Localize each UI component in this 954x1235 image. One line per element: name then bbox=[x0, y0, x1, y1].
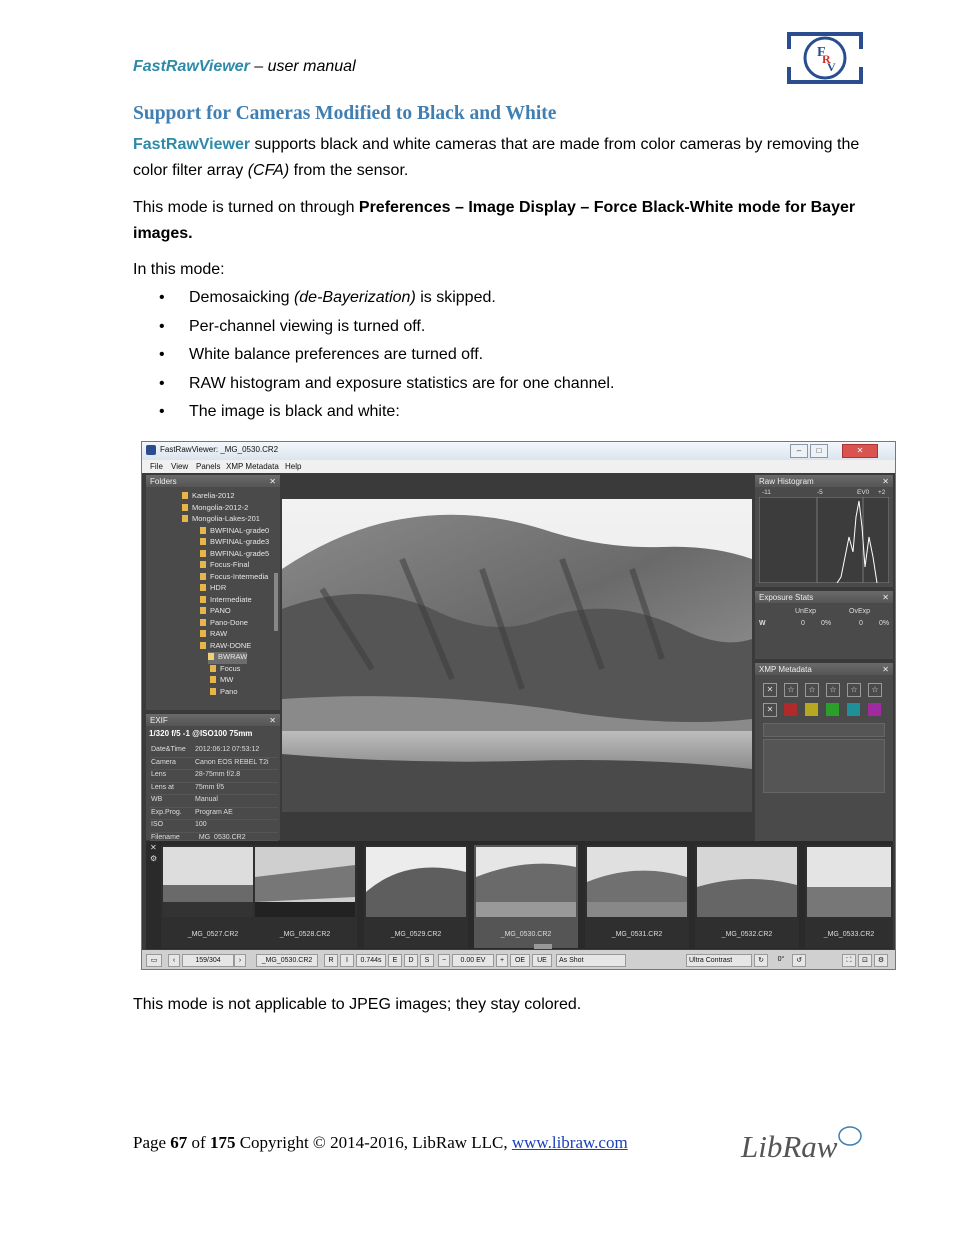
section-title: Support for Cameras Modified to Black and White bbox=[133, 103, 557, 124]
i-button[interactable]: I bbox=[340, 954, 354, 967]
mode-intro: In this mode: bbox=[133, 261, 225, 278]
folder-item[interactable]: BWFINAL-grade0 bbox=[200, 526, 269, 538]
folder-item[interactable]: HDR bbox=[200, 583, 226, 595]
xmp-description[interactable] bbox=[763, 739, 885, 793]
folders-header: Folders ✕ bbox=[146, 475, 280, 487]
ue-button[interactable]: UE bbox=[532, 954, 552, 967]
star-icon[interactable]: ☆ bbox=[826, 683, 840, 697]
ev-value[interactable]: 0.00 EV bbox=[452, 954, 494, 967]
hist-tick: -11 bbox=[762, 489, 771, 496]
thumbnail[interactable]: _MG_0531.CR2 bbox=[585, 845, 689, 948]
folder-open-icon[interactable]: ▭ bbox=[146, 954, 162, 967]
histogram-header: Raw Histogram ✕ bbox=[755, 475, 893, 487]
frame-counter[interactable]: 159/304 bbox=[182, 954, 234, 967]
star-icon[interactable]: ☆ bbox=[868, 683, 882, 697]
folder-item[interactable]: Focus-Final bbox=[200, 560, 249, 572]
svg-text:R: R bbox=[822, 52, 831, 66]
close-icon[interactable]: ✕ bbox=[150, 843, 157, 852]
star-icon[interactable]: ☆ bbox=[805, 683, 819, 697]
label-red-swatch[interactable] bbox=[784, 703, 797, 716]
folders-panel bbox=[146, 475, 280, 710]
label-yellow-swatch[interactable] bbox=[805, 703, 818, 716]
folder-item[interactable]: RAW-DONE bbox=[200, 641, 251, 653]
close-icon[interactable]: ✕ bbox=[882, 593, 889, 602]
close-icon[interactable]: ✕ bbox=[842, 444, 878, 458]
main-image bbox=[282, 499, 752, 812]
menu-xmp-metadata[interactable]: XMP Metadata bbox=[226, 462, 279, 471]
list-item: • RAW histogram and exposure statistics are for one channel. bbox=[159, 374, 615, 392]
running-header bbox=[133, 58, 356, 76]
exposure-header: Exposure Stats ✕ bbox=[755, 591, 893, 603]
star-icon[interactable]: ☆ bbox=[847, 683, 861, 697]
header-brand: FastRawViewer bbox=[133, 58, 250, 75]
app-screenshot bbox=[141, 441, 896, 970]
closing-paragraph: This mode is not applicable to JPEG images; they stay colored. bbox=[133, 996, 582, 1013]
folders-scrollbar[interactable] bbox=[274, 573, 278, 631]
r-button[interactable]: R bbox=[324, 954, 338, 967]
svg-text:F: F bbox=[817, 45, 826, 60]
libraw-logo-icon: LibRaw bbox=[741, 1129, 837, 1165]
exif-row: WB Manual bbox=[150, 794, 278, 808]
exif-row: Date&Time 2012:06:12 07:53:12 bbox=[150, 744, 278, 758]
xmp-header: XMP Metadata ✕ bbox=[755, 663, 893, 675]
menu-view[interactable]: View bbox=[171, 462, 189, 471]
fit-icon[interactable]: ⊡ bbox=[858, 954, 872, 967]
folder-item[interactable]: RAW bbox=[200, 629, 227, 641]
gear-icon[interactable]: ⚙ bbox=[150, 854, 158, 863]
thumbnail-selected[interactable]: _MG_0530.CR2 bbox=[474, 845, 578, 948]
xmp-field[interactable] bbox=[763, 723, 885, 737]
exif-row: Lens 28-75mm f/2.8 bbox=[150, 769, 278, 783]
wb-select[interactable]: As Shot bbox=[556, 954, 626, 967]
folder-item[interactable]: Intermediate bbox=[200, 595, 252, 607]
folder-item[interactable]: Pano-Done bbox=[200, 618, 248, 630]
prev-icon[interactable]: ‹ bbox=[168, 954, 180, 967]
plus-icon[interactable]: + bbox=[496, 954, 508, 967]
page-footer: Page 67 of 175 Copyright © 2014-2016, LibRaw LLC, www.libraw.com bbox=[133, 1133, 628, 1152]
close-icon[interactable]: ✕ bbox=[269, 477, 276, 486]
fullscreen-icon[interactable]: ⛶ bbox=[842, 954, 856, 967]
thumbnail[interactable]: _MG_0533.CR2 bbox=[805, 845, 893, 948]
thumbnail[interactable]: _MG_0527.CR2 bbox=[161, 845, 265, 948]
close-icon[interactable]: ✕ bbox=[269, 716, 276, 725]
hist-tick: -5 bbox=[817, 489, 823, 496]
exposure-col: OvExp bbox=[849, 608, 871, 615]
menu-file[interactable]: File bbox=[150, 462, 163, 471]
e-button[interactable]: E bbox=[388, 954, 402, 967]
menu-bar bbox=[142, 460, 895, 473]
menu-help[interactable]: Help bbox=[285, 462, 302, 471]
histogram-plot bbox=[759, 497, 889, 583]
exif-row: Camera Canon EOS REBEL T2i bbox=[150, 757, 278, 771]
folder-item-selected[interactable]: BWRAW bbox=[208, 652, 247, 664]
list-item: • White balance preferences are turned off. bbox=[159, 346, 484, 363]
star-icon[interactable]: ☆ bbox=[784, 683, 798, 697]
list-item: • The image is black and white: bbox=[159, 403, 400, 420]
folder-item[interactable]: Pano bbox=[210, 687, 238, 699]
list-item: • Per-channel viewing is turned off. bbox=[159, 317, 426, 335]
svg-text:V: V bbox=[827, 60, 836, 74]
next-icon[interactable]: › bbox=[234, 954, 246, 967]
label-green-swatch[interactable] bbox=[826, 703, 839, 716]
exif-header: EXIF ✕ bbox=[146, 714, 280, 726]
xmp-metadata-panel bbox=[755, 663, 893, 841]
folder-item[interactable]: PANO bbox=[200, 606, 231, 618]
close-icon[interactable]: ✕ bbox=[882, 665, 889, 674]
render-time: 0.744s bbox=[356, 954, 386, 967]
folder-item[interactable]: Mongolia-Lakes-201 bbox=[182, 514, 260, 526]
rotation-value: 0° bbox=[777, 956, 785, 963]
list-item: • Demosaicking (de-Bayerization) is skipped. bbox=[159, 289, 496, 306]
exif-row: Lens at 75mm f/5 bbox=[150, 782, 278, 796]
menu-panels[interactable]: Panels bbox=[196, 462, 221, 471]
folder-item[interactable]: BWFINAL-grade5 bbox=[200, 549, 269, 561]
current-filename: _MG_0530.CR2 bbox=[256, 954, 318, 967]
oe-button[interactable]: OE bbox=[510, 954, 530, 967]
d-button[interactable]: D bbox=[404, 954, 418, 967]
header-rest: – user manual bbox=[249, 58, 356, 75]
folder-item[interactable]: Focus bbox=[210, 664, 240, 676]
minus-icon[interactable]: − bbox=[438, 954, 450, 967]
folder-item[interactable]: Karelia-2012 bbox=[182, 491, 235, 503]
intro-paragraph: FastRawViewer supports black and white cameras that are made from color cameras by removing the color filter array (CFA) from the sensor. bbox=[133, 136, 860, 179]
window-title: FastRawViewer: _MG_0530.CR2 bbox=[160, 445, 279, 454]
filmstrip-scrollbar[interactable] bbox=[534, 944, 552, 949]
thumbnail[interactable]: _MG_0529.CR2 bbox=[364, 845, 468, 948]
folder-item[interactable]: BWFINAL-grade3 bbox=[200, 537, 269, 549]
exif-row: ISO 100 bbox=[150, 819, 278, 833]
exif-panel bbox=[146, 714, 280, 840]
libraw-link[interactable]: www.libraw.com bbox=[511, 1133, 628, 1152]
maximize-icon[interactable]: □ bbox=[810, 444, 828, 458]
contrast-select[interactable]: Ultra Contrast bbox=[686, 954, 752, 967]
minimize-icon[interactable]: – bbox=[790, 444, 808, 458]
thumbnail[interactable]: _MG_0528.CR2 bbox=[253, 845, 357, 948]
reject-icon[interactable]: ✕ bbox=[763, 683, 777, 697]
exif-row: Exp.Prog. Program AE bbox=[150, 807, 278, 821]
mode-list bbox=[133, 286, 614, 429]
exif-summary: 1/320 f/5 -1 @ISO100 75mm bbox=[149, 729, 253, 738]
exposure-stats-panel: Exposure Stats ✕ UnExp OvExp W 0 0% 0 0% bbox=[755, 591, 893, 659]
settings-icon[interactable]: ⚙ bbox=[874, 954, 888, 967]
hist-tick: +2 bbox=[878, 489, 886, 496]
frv-logo-icon bbox=[786, 31, 864, 85]
exposure-channel: W bbox=[759, 620, 766, 627]
rotate-icon[interactable]: ↻ bbox=[754, 954, 768, 967]
label-teal-swatch[interactable] bbox=[847, 703, 860, 716]
folder-item[interactable]: Mongolia-2012-2 bbox=[182, 503, 248, 515]
raw-histogram-panel bbox=[755, 475, 893, 587]
folder-item[interactable]: MW bbox=[210, 675, 233, 687]
app-icon bbox=[146, 445, 156, 455]
s-button[interactable]: S bbox=[420, 954, 434, 967]
preferences-paragraph: This mode is turned on through Preferences – Image Display – Force Black-White mode for Bayer images. bbox=[133, 199, 856, 242]
clear-label-icon[interactable]: ✕ bbox=[763, 703, 777, 717]
label-purple-swatch[interactable] bbox=[868, 703, 881, 716]
close-icon[interactable]: ✕ bbox=[882, 477, 889, 486]
exif-row: Filename _MG_0530.CR2 bbox=[150, 832, 278, 841]
undo-icon[interactable]: ↺ bbox=[792, 954, 806, 967]
thumbnail[interactable]: _MG_0532.CR2 bbox=[695, 845, 799, 948]
hist-tick: EV0 bbox=[857, 489, 870, 496]
window-titlebar bbox=[142, 442, 895, 460]
status-bar bbox=[142, 950, 895, 969]
page-number: 67 bbox=[170, 1133, 188, 1152]
page-total: 175 bbox=[209, 1133, 236, 1152]
folder-item[interactable]: Focus-Intermedia bbox=[200, 572, 268, 584]
exposure-col: UnExp bbox=[795, 608, 817, 615]
